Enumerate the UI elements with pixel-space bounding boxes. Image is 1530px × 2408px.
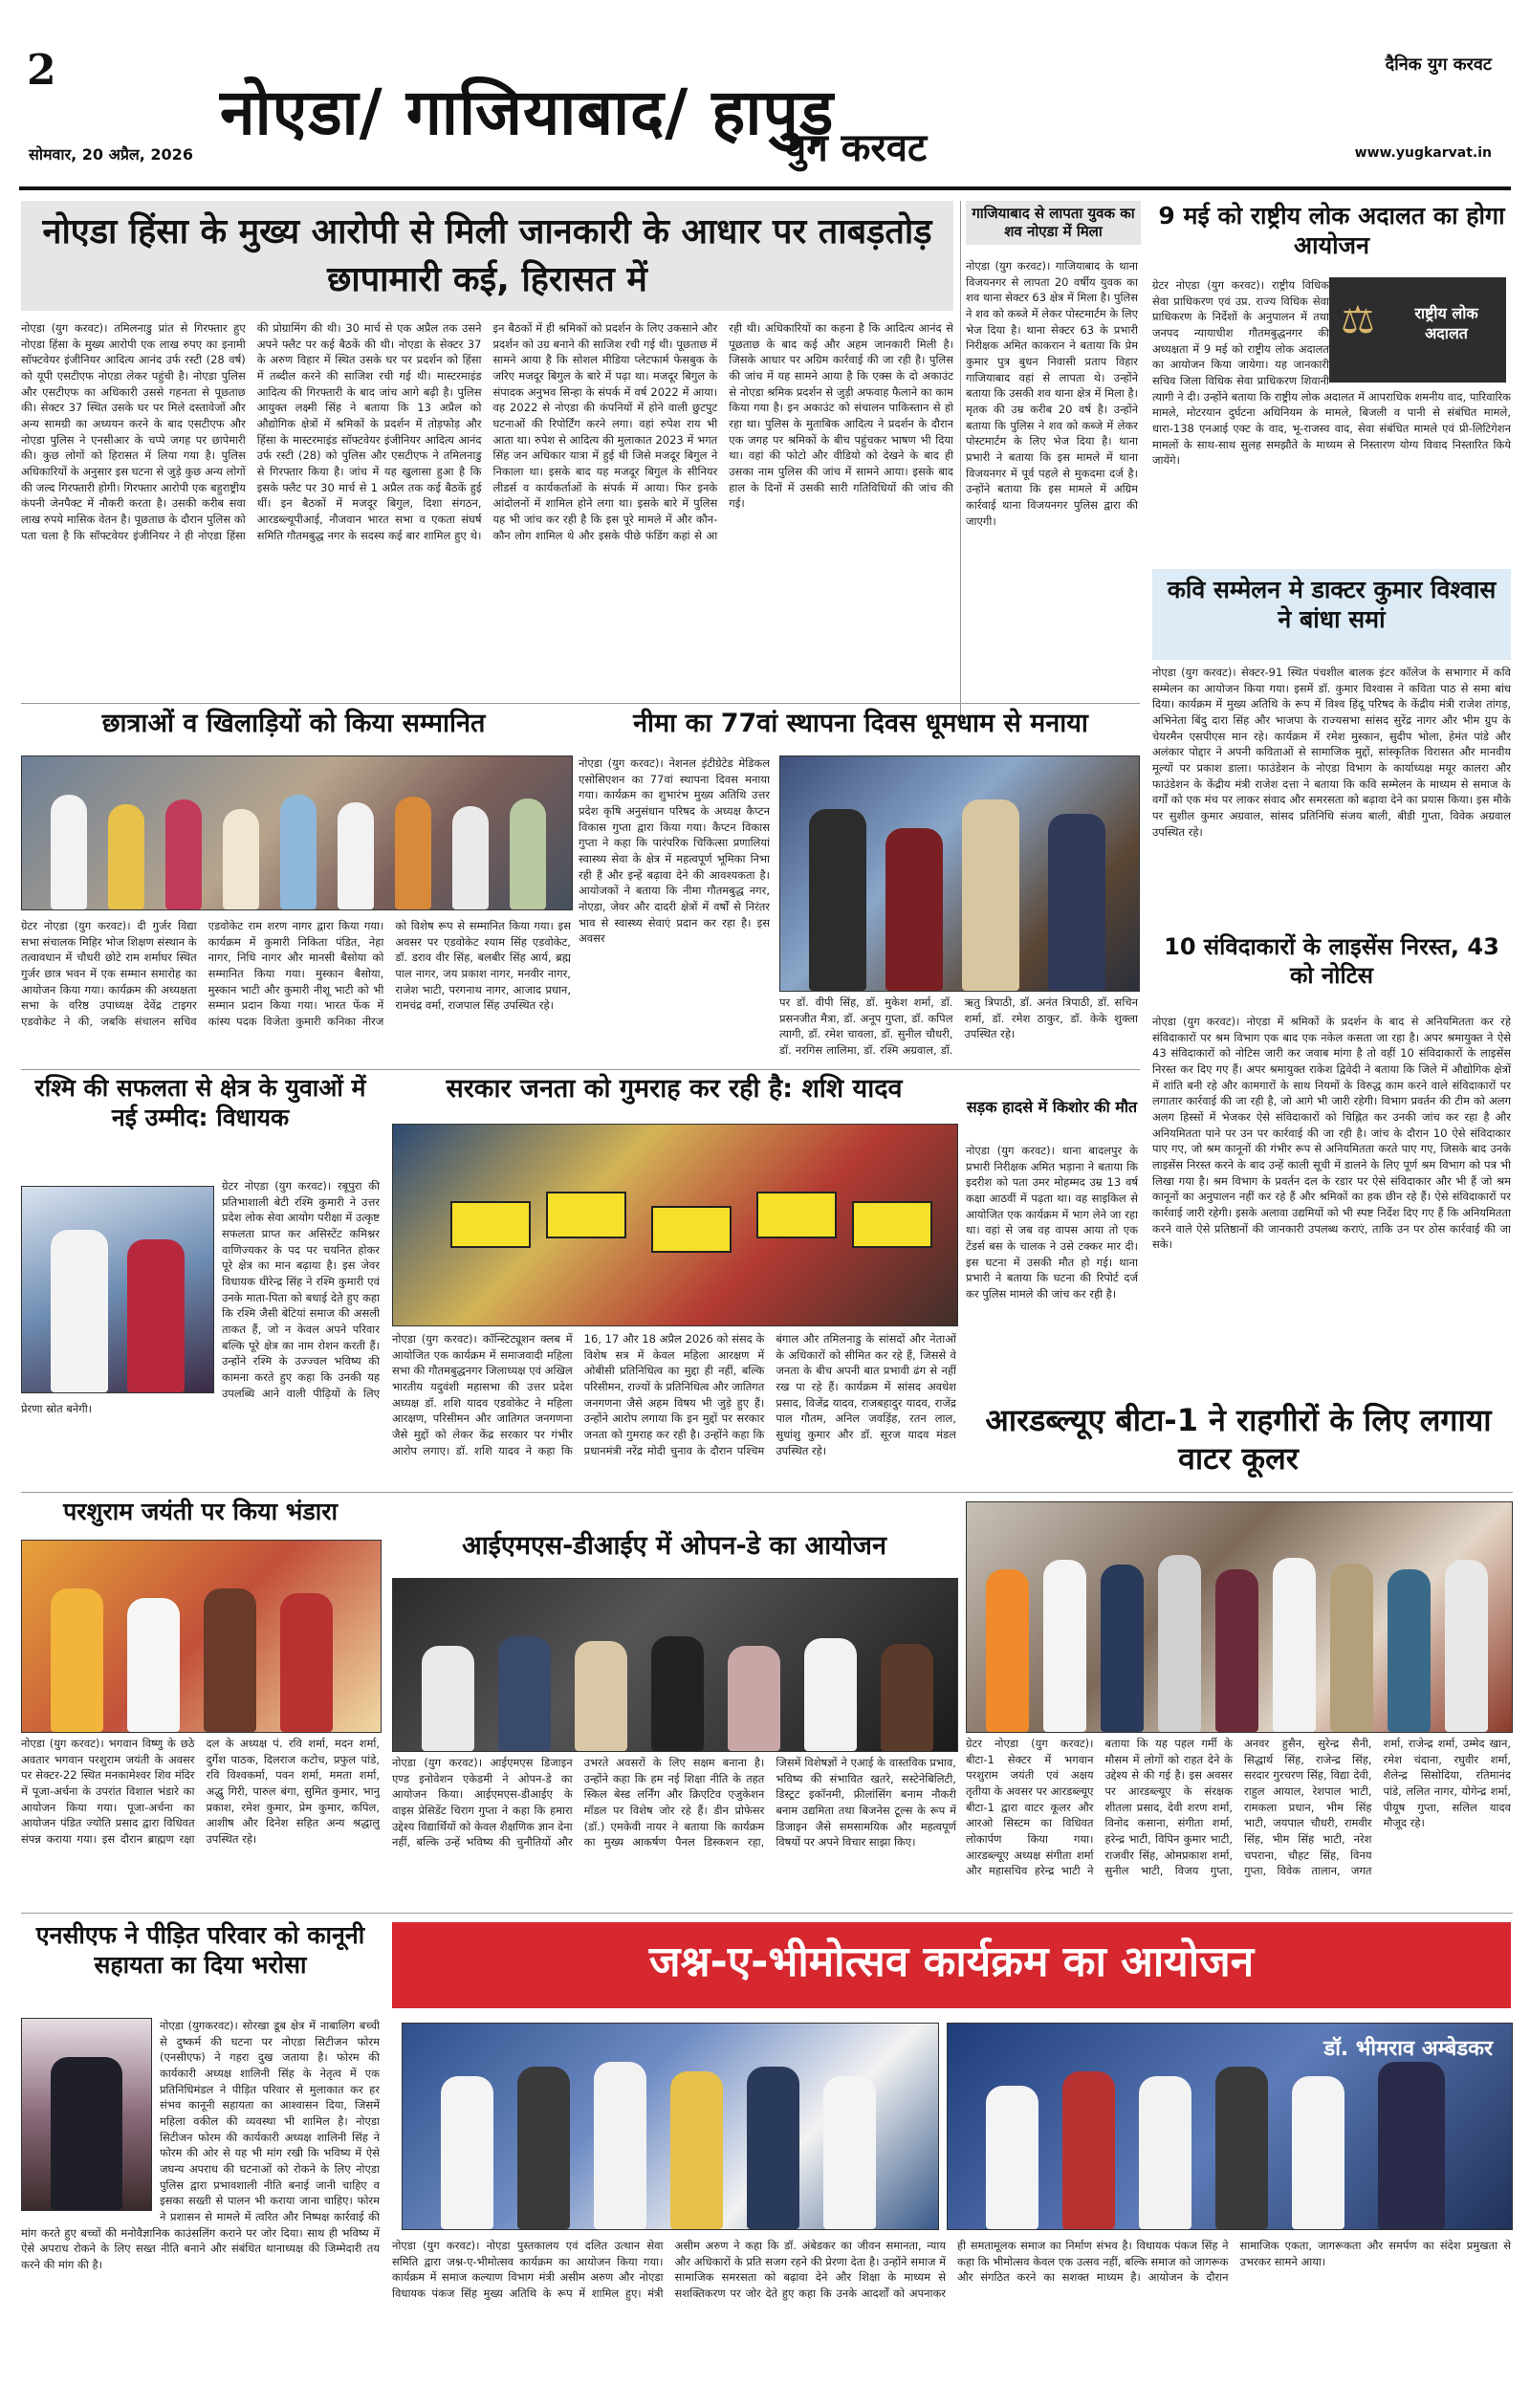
parshuram-body: नोएडा (युग करवट)। भगवान विष्णु के छठे अवतार भगवान परशुराम जयंती के अवसर पर सेक्टर-22 स्थित मनकामेश्वर शिव मंदिर में पूजा-अर्चना के उपरांत विशाल भंडारे का आयोजन किया गया। पूजा-अर्चना का आयोजन पंडित ज्योति प्रसाद द्वारा विधिवत संपन्न कराया गया। इस दौरान ब्राह्मण रक्षा दल के अध्यक्ष पं. रवि शर्मा, मदन शर्मा, दुर्गेश पाठक, दिलराज कटोच, प्रफुल पांडे, रवि विश्वकर्मा, पवन शर्मा, ममता शर्मा, अद्धु गिरी, पारुल बंगा, सुमित कुमार, भानु प्रकाश, रमेश कुमार, प्रेम कुमार, कपिल, आशीष और दिनेश सहित अन्य श्रद्धालु उपस्थित रहे। [21,1737,380,1847]
parshuram-headline: परशुराम जयंती पर किया भंडारा [63,1498,338,1525]
lok-adalat-body [1152,277,1511,564]
masthead [0,0,1530,191]
rwa-photo [966,1501,1513,1733]
sarkar-body: नोएडा (युग करवट)। कॉन्स्टिट्यूशन क्लब में आयोजित एक कार्यक्रम में समाजवादी महिला सभा की गौतमबुद्धनगर जिलाध्यक्ष एवं अखिल भारतीय यदुवंशी महासभा की उत्तर प्रदेश अध्यक्ष डॉ. शशि यादव एडवोकेट ने महिला आरक्षण, परिसीमन और जातिगत जनगणना जैसे मुद्दों को लेकर केंद्र सरकार पर गंभीर आरोप लगाए। डॉ. शशि यादव ने कहा कि 16, 17 और 18 अप्रैल 2026 को संसद के विशेष सत्र में केवल महिला आरक्षण में ओबीसी प्रतिनिधित्व का मुद्दा ही नहीं, बल्कि परिसीमन, राज्यों के प्रतिनिधित्व और जातिगत जनगणना जैसे अहम विषय भी जुड़े हुए हैं। उन्होंने आरोप लगाया कि इन मुद्दों पर सरकार जनता को गुमराह कर रही है। उन्होंने कहा कि प्रधानमंत्री नरेंद्र मोदी चुनाव के दौरान पश्चिम बंगाल और तमिलनाडु के सांसदों और नेताओं के अधिकारों को सीमित कर रहे हैं, जिससे वे जनता के बीच अपनी बात प्रभावी ढंग से नहीं रख पा रहे हैं। कार्यक्रम में सांसद अवधेश प्रसाद, विजेंद्र यादव, राजबहादुर यादव, राजेंद्र पाल गौतम, अनिल जवड़िंह, रतन लाल, सुधांशु कुमार और डॉ. सूरज यादव मंडल उपस्थित रहे। [392,1332,956,1457]
rashmi-body [21,1178,380,1465]
section-divider [21,703,1140,704]
ncf-text: नोएडा (युगकरवट)। सोरखा डूब क्षेत्र में नाबालिग बच्ची से दुष्कर्म की घटना पर नोएडा सिटीजन फोरम (एनसीएफ) ने गहरा दुख जताया है। फोरम की कार्यकारी अध्यक्ष शालिनी सिंह के नेतृत्व में एक प्रतिनिधिमंडल ने पीड़ित परिवार से मुलाकात कर हर संभव कानूनी सहायता का आश्वासन दिया, जिसमें महिला वकील की व्यवस्था भी शामिल है। नोएडा सिटीजन फोरम की कार्यकारी अध्यक्ष शालिनी सिंह ने फोरम की ओर से यह भी मांग रखी कि भविष्य में ऐसे जघन्य अपराध की घटनाओं को रोकने के लिए नोएडा पुलिस द्वारा प्रभावशाली नीति बनाई जानी चाहिए व इसका सख्ती से पालन भी कराया जाना चाहिए। फोरम ने प्रशासन से मामले में त्वरित और निष्पक्ष कार्रवाई की मांग करते हुए बच्चों की मनोवैज्ञानिक काउंसलिंग कराने पर जोर दिया। साथ ही भविष्य में ऐसे अपराध रोकने के लिए सख्त नीति बनाने और संबंधित थानाध्यक्ष की जिम्मेदारी तय करने की मांग की है। [21,2019,380,2272]
brand-name: युग करवट [784,126,928,170]
license-headline: 10 संविदाकारों के लाइसेंस निरस्त, 43 को नोटिस [1164,933,1499,989]
sarkar-photo [392,1124,958,1326]
kavi-body: नोएडा (युग करवट)। सेक्टर-91 स्थित पंचशील बालक इंटर कॉलेज के सभागार में कवि सम्मेलन का आयोजन किया गया। इसमें डॉ. कुमार विश्वास ने कविता पाठ से समा बांध दिया। कार्यक्रम में मुख्य अतिथि के रूप में विश्व हिंदू परिषद के केंद्रीय मंत्री राजेश तांगड़, अभिनेता बिंदु दारा सिंह और भाजपा के राज्यसभा सांसद सुरेंद्र नागर और भीम ग्रुप के चेयरमैन एसपीएस मान रहे। कार्यक्रम में रमेश मुस्कान, सुदीप भोला, हेमंत पांडे और अलंकार पोद्दार ने अपनी कविताओं से सामाजिक मुद्दों, सांस्कृतिक विरासत और मानवीय मूल्यों पर प्रकाश डाला। फाउंडेशन के नोएडा विभाग के कार्याध्यक्ष मयूर कालरा और फाउंडेशन के केंद्रीय मंत्री राजेश दत्ता ने बताया कि कवि सम्मेलन के माध्यम से समाज के वर्गों को एक मंच पर लाकर संवाद और समरसता को बढ़ावा देने का प्रयास किया। इस मौके पर सुशील कुमार अग्रवाल, सांसद प्रतिनिधि संजय बाली, बीडी गुप्ता, विवेक अग्रवाल उपस्थित रहे। [1152,666,1511,839]
section-divider [21,1492,1513,1493]
jashn-photo-left [402,2023,939,2230]
jashn-headline: जश्न-ए-भीमोत्सव कार्यक्रम का आयोजन [648,1937,1255,1986]
jashn-body: नोएडा (युग करवट)। नोएडा पुस्तकालय एवं दलित उत्थान सेवा समिति द्वारा जश्न-ए-भीमोत्सव कार्यक्रम का आयोजन किया गया। कार्यक्रम में समाज कल्याण विभाग मंत्री असीम अरुण और नोएडा विधायक पंकज सिंह मुख्य अतिथि के रूप में शामिल हुए। मंत्री असीम अरुण ने कहा कि डॉ. अंबेडकर का जीवन समानता, न्याय और अधिकारों के प्रति सजग रहने की प्रेरणा देता है। उन्होंने समाज में सामाजिक समरसता को बढ़ावा देने और शिक्षा के माध्यम से सशक्तिकरण पर जोर देते हुए कहा कि उनके आदर्शों को अपनाकर ही समतामूलक समाज का निर्माण संभव है। विधायक पंकज सिंह ने कहा कि भीमोत्सव केवल एक उत्सव नहीं, बल्कि समाज को जागरूक और संगठित करने का सशक्त माध्यम है। आयोजन के दौरान सामाजिक एकता, जागरूकता और समर्पण का संदेश प्रमुखता से उभरकर सामने आया। [392,2239,1511,2301]
lead-headline-box [21,201,953,311]
lead-body: नोएडा (युग करवट)। तमिलनाडु प्रांत से गिरफ्तार हुए नोएडा हिंसा के मुख्य आरोपी एक लाख रुपए का इनामी सॉफ्टवेयर इंजीनियर आदित्य आनंद उर्फ रस्टी (28 वर्ष) को यूपी एसटीएफ नोएडा लेकर पहुंची है। नोएडा पुलिस और एसटीएफ का अधिकारी उससे गहनता से पूछताछ की। सेक्टर 37 स्थित उसके घर पर मिले दस्तावेजों और अन्य सामग्री का अध्ययन करने के बाद एसटीएफ और नोएडा पुलिस ने एनसीआर के चप्पे जगह पर छापेमारी की। कुछ लोगों को हिरासत में लिया गया है। पुलिस अधिकारियों के अनुसार इस घटना से जुड़े कुछ अन्य लोगों की जल्द गिरफ्तारी होगी। गिरफ्तार आरोपी एक बहुराष्ट्रीय कंपनी जेनपैक्ट में नौकरी करता है। उसकी करीब सवा लाख रुपये मासिक वेतन है। पूछताछ के दौरान पुलिस को पता चला है कि सॉफ्टवेयर इंजीनियर ने ही नोएडा हिंसा की प्रोग्रामिंग की थी। 30 मार्च से एक अप्रैल तक उसने अपने फ्लैट पर कई बैठकें की थी। नोएडा के सेक्टर 37 के अरुण विहार में स्थित उसके घर पर प्रदर्शन को हिंसा में तब्दील करने की साजिश रची गई थी। मास्टरमाइंड आदित्य की गिरफ्तारी के बाद जांच आगे बढ़ी है। पुलिस आयुक्त लक्ष्मी सिंह ने बताया कि 13 अप्रैल को औद्योगिक क्षेत्रों में श्रमिकों के प्रदर्शन में तोड़फोड़ और हिंसा के मास्टरमाइंड सॉफ्टवेयर इंजीनियर आदित्य आनंद उर्फ रस्टी (28) को पुलिस और एसटीएफ ने तमिलनाडु से गिरफ्तार किया है। जांच में यह खुलासा हुआ है कि इसके फ्लैट पर 30 मार्च से 1 अप्रैल तक कई बैठकें हुई थीं। इन बैठकों में मजदूर बिगुल, दिशा संगठन, आरडब्ल्यूपीआई, नौजवान भारत सभा व एकता संघर्ष समिति गौतमबुद्ध नगर के सदस्य कई बार शामिल हुए थे। इन बैठकों में ही श्रमिकों को प्रदर्शन के लिए उकसाने और प्रदर्शन को उग्र बनाने की साजिश रची गई थी। पूछताछ में सामने आया है कि सोशल मीडिया प्लेटफार्म फेसबुक के जरिए मजदूर बिगुल के बारे में पढ़ा था। मजदूर बिगुल के संपादक अनुभव सिन्हा के संपर्क में वर्ष 2022 में आया। वह 2022 से नोएडा की कंपनियों में होने वाली छुटपुट घटनाओं की रिपोर्टिंग करने लगा। वहां रुपेश राय भी आता था। रुपेश से आदित्य की मुलाकात 2023 में भगत सिंह जन अधिकार यात्रा में हुई थी जिसे मजदूर बिगुल ने निकाला था। इसके बाद यह मजदूर बिगुल के सीनियर लीडर्स व कार्यकर्ताओं के संपर्क में आया। फिर इनके आंदोलनों में शामिल होने लगा था। इसके बारे में पुलिस यह भी जांच कर रही है कि इस पूरे मामले में और कौन-कौन लोग शामिल थे और इसके पीछे फंडिंग कहां से आ रही थी। अधिकारियों का कहना है कि आदित्य आनंद से पूछताछ के बाद कई और अहम जानकारी मिली है। जिसके आधार पर अग्रिम कार्रवाई की जा रही है। पुलिस की जांच में यह सामने आया है कि एक्स के दो अकाउंट से नोएडा श्रमिक प्रदर्शन से जुड़ी अफवाह फैलाने का काम किया गया है। इन अकाउंट को संचालन पाकिस्तान से हो रहा था। पुलिस के मुताबिक आदित्य ने प्रदर्शन के दौरान एक जगह पर श्रमिकों के बीच पहुंचकर भाषण भी दिया था। वहां की फोटो और वीडियो को देखने के बाद ही उसका नाम पुलिस की जांच में सामने आया। इसके बाद हाल के दिनों में उसकी सारी गतिविधियों की जांच की गई। [21,321,953,542]
chhatra-body: ग्रेटर नोएडा (युग करवट)। दी गुर्जर विद्या सभा संचालक मिहिर भोज शिक्षण संस्थान के तत्वावधान में चौधरी छोटे राम शर्माघर स्थित गुर्जर छात्र भवन में एक सम्मान समारोह का आयोजन किया गया। कार्यक्रम की अध्यक्षता सभा के वरिष्ठ उपाध्यक्ष देवेंद्र टाइगर एडवोकेट ने की, जबकि संचालन सचिव एडवोकेट राम शरण नागर द्वारा किया गया। कार्यक्रम में कुमारी निकिता पंडित, नेहा नागर, निधि नागर और मानसी बैसोया को सम्मानित किया गया। मुस्कान बैसोया, मुस्कान भाटी और कुमारी नीशू भाटी को भी सम्मान प्रदान किया गया। भारत फेंक में कांस्य पदक विजेता कुमारी कनिका नीरज को विशेष रूप से सम्मानित किया गया। इस अवसर पर एडवोकेट श्याम सिंह एडवोकेट, डॉ. डराव वीर सिंह, बलबीर सिंह आर्य, ब्रह्म पाल नागर, जय प्रकाश नागर, मनवीर नागर, राजेश भाटी, परगनाथ नागर, आजाद प्रधान, रामचंद्र वर्मा, राजपाल सिंह उपस्थित रहे। [21,919,571,1029]
ghaziabad-headline: गाजियाबाद से लापता युवक का शव नोएडा में मिला [966,201,1141,245]
section-divider [21,1913,1513,1914]
rashmi-headline: रश्मि की सफलता से क्षेत्र के युवाओं में नई उम्मीद: विधायक [34,1074,366,1132]
rashmi-text: ग्रेटर नोएडा (युग करवट)। रबूपुरा की प्रतिभाशाली बेटी रश्मि कुमारी ने उत्तर प्रदेश लोक सेवा आयोग परीक्षा में उत्कृष्ट सफलता प्राप्त कर असिस्टेंट कमिश्नर वाणिज्यकर के पद पर चयनित होकर पूरे क्षेत्र का मान बढ़ाया है। इस जेवर विधायक धीरेन्द्र सिंह ने रश्मि कुमारी एवं उनके माता-पिता को बधाई देते हुए कहा कि रश्मि जैसी बेटियां समाज की असली ताकत हैं, जो न केवल अपने परिवार बल्कि पूरे क्षेत्र का नाम रोशन करती हैं। उन्होंने रश्मि के उज्ज्वल भविष्य की कामना करते हुए कहा कि उनकी यह उपलब्धि आने वाली पीढ़ियों के लिए प्रेरणा स्रोत बनेगी। [21,1179,380,1416]
lok-adalat-text: ग्रेटर नोएडा (युग करवट)। राष्ट्रीय विधिक सेवा प्राधिकरण एवं उप्र. राज्य विधिक सेवा प्राधिकरण के निर्देशों के अनुपालन में तथा जनपद न्यायाधीश गौतमबुद्धनगर की अध्यक्षता में 9 मई को राष्ट्रीय लोक अदालत का आयोजन किया जायेगा। यह जानकारी सचिव जिला विधिक सेवा प्राधिकरण शिवानी त्यागी ने दी। उन्होंने बताया कि राष्ट्रीय लोक अदालत में आपराधिक शमनीय वाद, पारिवारिक मामले, मोटरयान दुर्घटना अधिनियम के मामले, बिजली व पानी से संबंधित मामले, धारा-138 एनआई एक्ट के वाद, भू-राजस्व वाद, सेवा संबंधित मामले एवं प्री-लिटिगेशन मामलों के साथ-साथ सुलह समझौते के माध्यम से निस्तारण योग्य विवाद निस्तारित किये जायेंगे। [1152,278,1511,468]
chhatra-photo [21,755,573,910]
parshuram-photo [21,1540,382,1733]
rwa-headline: आरडब्ल्यूए बीटा-1 ने राहगीरों के लिए लगाया वाटर कूलर [985,1402,1492,1477]
column-divider [960,201,961,727]
issue-date: सोमवार, 20 अप्रैल, 2026 [29,145,193,164]
website-link[interactable]: www.yugkarvat.in [1354,145,1492,161]
sarkar-headline: सरकार जनता को गुमराह कर रही है: शशि यादव [446,1074,903,1104]
section-divider [21,1069,1140,1070]
sadak-body: नोएडा (युग करवट)। थाना बादलपुर के प्रभारी निरीक्षक अमित भड़ाना ने बताया कि इदरीश को पता उमर मोहम्मद उम्र 13 वर्ष कक्षा आठवीं में पढ़ता था। वह साइकिल से आयोजित एक कार्यक्रम में भाग लेने जा रहा था। वहां से जब वह वापस आया तो एक टेंडर्स बस के चालक ने उसे टक्कर मार दी। इस घटना में उसकी मौत हो गई। थाना प्रभारी ने बताया कि घटना की रिपोर्ट दर्ज कर पुलिस मामले की जांच कर रही है। [966,1144,1138,1302]
nima-headline: नीमा का 77वां स्थापना दिवस धूमधाम से मनाया [633,709,1088,738]
newspaper-name: दैनिक युग करवट [1385,55,1492,75]
chhatra-headline: छात्राओं व खिलाड़ियों को किया सम्मानित [101,709,486,738]
jashn-banner [392,1922,1511,2008]
kavi-headline-box [1152,569,1511,660]
sadak-headline: सड़क हादसे में किशोर की मौत [966,1098,1138,1116]
nima-body: नोएडा (युग करवट)। नेशनल इंटीग्रेटेड मेडिकल एसोसिएशन का 77वां स्थापना दिवस मनाया गया। कार्यक्रम का शुभारंभ मुख्य अतिथि उत्तर प्रदेश कृषि अनुसंधान परिषद के अध्यक्ष कैप्टन विकास गुप्ता द्वारा किया गया। कैप्टन विकास गुप्ता ने कहा कि पारंपरिक चिकित्सा प्रणालियां स्वास्थ्य सेवा के क्षेत्र में महत्वपूर्ण भूमिका निभा रही हैं और इन्हें बढ़ावा देने की आवश्यकता है। आयोजकों ने बताया कि नीमा गौतमबुद्ध नगर, नोएडा, जेवर और दादरी क्षेत्रों में वर्षों से निरंतर भाव से स्वास्थ्य सेवाएं प्रदान कर रहा है। इस अवसर [579,756,770,946]
scales-icon: ⚖ [1341,298,1375,342]
lok-adalat-logo-text: राष्ट्रीय लोक अदालत [1414,304,1478,342]
rwa-body: ग्रेटर नोएडा (युग करवट)। बीटा-1 सेक्टर में भगवान परशुराम जयंती एवं अक्षय तृतीया के अवसर पर आरडब्ल्यूए बीटा-1 द्वारा वाटर कूलर और आरओ सिस्टम का विधिवत लोकार्पण किया गया। आरडब्ल्यूए अध्यक्ष संगीता शर्मा और महासचिव हरेन्द्र भाटी ने बताया कि यह पहल गर्मी के मौसम में लोगों को राहत देने के उद्देश्य से की गई है। इस अवसर पर आरडब्ल्यूए के संरक्षक शीतला प्रसाद, देवी शरण शर्मा, विनोद कसाना, संगीता शर्मा, हरेन्द्र भाटी, विपिन कुमार भाटी, राजवीर सिंह, ओमप्रकाश शर्मा, सुनील भाटी, विजय गुप्ता, अनवर हुसैन, सुरेन्द्र सैनी, सिद्धार्थ सिंह, राजेन्द्र सिंह, सरदार गुरचरण सिंह, विद्या देवी, राहुल आयाल, रेशपाल भाटी, रामकला प्रधान, भीम सिंह भाटी, जयपाल चौधरी, रामवीर सिंह, भीम सिंह भाटी, नरेश चपराना, चौहट सिंह, विनय गुप्ता, विवेक तालान, जगत शर्मा, राजेन्द्र शर्मा, उम्मेद खान, रमेश चंदाना, रघुवीर शर्मा, शैलेन्द्र सिसोदिया, रतिमानंद पांडे, ललित नागर, योगेन्द्र शर्मा, पीयूष गुप्ता, सलिल यादव मौजूद रहे। [966,1737,1511,1878]
ghaziabad-body: नोएडा (युग करवट)। गाजियाबाद के थाना विजयनगर से लापता 20 वर्षीय युवक का शव थाना सेक्टर 63 क्षेत्र में मिला है। पुलिस ने शव को कब्जे में लेकर पोस्टमार्टम के लिए भेज दिया है। थाना सेक्टर 63 के प्रभारी निरीक्षक अमित काकरान ने बताया कि प्रेम कुमार पुत्र बुधन निवासी प्रताप विहार गाजियाबाद वहां से लापता थे। उन्होंने बताया कि उसकी शव थाना क्षेत्र में मिला है। मृतक की उम्र करीब 20 वर्ष है। उन्होंने बताया कि पुलिस ने शव को कब्जे में लेकर पोस्टमार्टम के लिए भेज दिया है। थाना प्रभारी ने बताया कि इस मामले में थाना विजयनगर में पूर्व पहले से मुकदमा दर्ज है। उन्होंने बताया कि इस मामले में अग्रिम कार्रवाई थाना विजयनगर पुलिस द्वारा की जाएगी। [966,259,1138,528]
page-number: 2 [27,46,56,95]
page-title: नोएडा/ गाजियाबाद/ हापुड़ [220,76,835,149]
lok-adalat-headline: 9 मई को राष्ट्रीय लोक अदालत का होगा आयोजन [1158,202,1505,260]
kavi-headline: कवि सम्मेलन मे डाक्टर कुमार विश्वास ने बांधा समां [1167,576,1497,634]
license-body: नोएडा (युग करवट)। नोएडा में श्रमिकों के प्रदर्शन के बाद से अनियमितता कर रहे संविदाकारों पर श्रम विभाग एक बाद एक नकेल कसता जा रहा है। अपर श्रमायुक्त ने ऐसे 43 संविदाकारों को नोटिस जारी कर जवाब मांगा है तो वहीं 10 संविदाकारों के लाइसेंस निरस्त कर दिए गए हैं। अपर श्रमायुक्त राकेश द्विवेदी ने बताया कि जिले में औद्योगिक क्षेत्रों में शांति बनी रहे और कामगारों के साथ नियमों के विरुद्ध काम करने वाले संविदाकारों पर लगातार कार्रवाई की जा रही है, जो आगे भी जारी रहेगी। विभाग प्रवर्तन की टीम को अलग अलग हिस्सों में भेजकर ऐसे संविदाकारों को चिह्नित कर उनकी जांच कर रहा है और अनियमितता पाने पर उन पर कार्रवाई की जा रही है। जांच के दौरान 10 ऐसे संविदाकार पाए गए, जो श्रम कानूनों की गंभीर रूप से अनियमितता करते पाए गए, जिसके बाद उनके लाइसेंस निरस्त करने के बाद उन्हें काली सूची में डालने के लिए पूर्ण श्रम विभाग को पत्र भी लिखा गया है। श्रम विभाग के प्रवर्तन दल के रडार पर ऐसे संविदाकार और भी हैं जो श्रम कानूनों का अनुपालन नहीं कर रहे हैं और श्रमिकों का हक छीन रहे हैं। ऐसे संविदाकारों पर कार्रवाई जारी रहेगी। इसके अलावा उद्यमियों को भी स्पष्ट निर्देश दिए गए हैं कि अनियमितता करने वाले ऐसे प्रतिष्ठानों की जानकारी उपलब्ध कराएं, ताकि उन पर ठोस कार्रवाई की जा सके। [1152,1015,1511,1252]
masthead-rule [19,186,1511,190]
nima-photo [779,755,1140,992]
iims-headline: आईएमएस-डीआईए में ओपन-डे का आयोजन [462,1531,886,1561]
lead-headline: नोएडा हिंसा के मुख्य आरोपी से मिली जानकारी के आधार पर ताबड़तोड़ छापामारी कई, हिरासत में [42,212,932,300]
ncf-headline: एनसीएफ ने पीड़ित परिवार को कानूनी सहायता का दिया भरोसा [35,1921,365,1980]
nima-body-2: पर डॉ. वीपी सिंह, डॉ. मुकेश शर्मा, डॉ. प्रसनजीत मैत्रा, डॉ. अनूप गुप्ता, डॉ. कपिल त्यागी, डॉ. रमेश चावला, डॉ. सुनील चौधरी, डॉ. नरगिस लालिमा, डॉ. रश्मि अग्रवाल, डॉ. ऋतु त्रिपाठी, डॉ. अनंत त्रिपाठी, डॉ. सचिन शर्मा, डॉ. रमेश ठाकुर, डॉ. केके शुक्ला उपस्थित रहे। [779,996,1138,1058]
jashn-photo-right [947,2023,1513,2230]
iims-photo [392,1578,958,1752]
jashn-photo-caption: डॉ. भीमराव अम्बेडकर [1323,2037,1493,2061]
ncf-body [21,2018,380,2400]
iims-body: नोएडा (युग करवट)। आईएमएस डिजाइन एण्ड इनोवेशन एकेडमी ने ओपन-डे का आयोजन किया। आईएमएस-डीआईए के वाइस प्रेसिडेंट चिराग गुप्ता ने कहा कि हमारा उद्देश्य विद्यार्थियों को केवल शैक्षणिक ज्ञान देना नहीं, बल्कि उन्हें भविष्य की चुनौतियों और उभरते अवसरों के लिए सक्षम बनाना है। उन्होंने कहा कि हम नई शिक्षा नीति के तहत स्किल बेस्ड लर्निंग और क्रिएटिव एजुकेशन मॉडल पर विशेष जोर रहे हैं। डीन प्रोफेसर (डॉ.) एमकेवी नायर ने बताया कि कार्यक्रम का मुख्य आकर्षण पैनल डिस्कशन रहा, जिसमें विशेषज्ञों ने एआई के वास्तविक प्रभाव, भविष्य की संभावित खतरे, सस्टेनेबिलिटी, डिस्ट्रट इकॉनमी, फ्रीलांसिंग बनाम नौकरी बनाम उद्यमिता तथा बिजनेस टूल्स के रूप में डिजाइन जैसे समसामयिक और महत्वपूर्ण विषयों पर अपने विचार साझा किए। [392,1756,956,1850]
